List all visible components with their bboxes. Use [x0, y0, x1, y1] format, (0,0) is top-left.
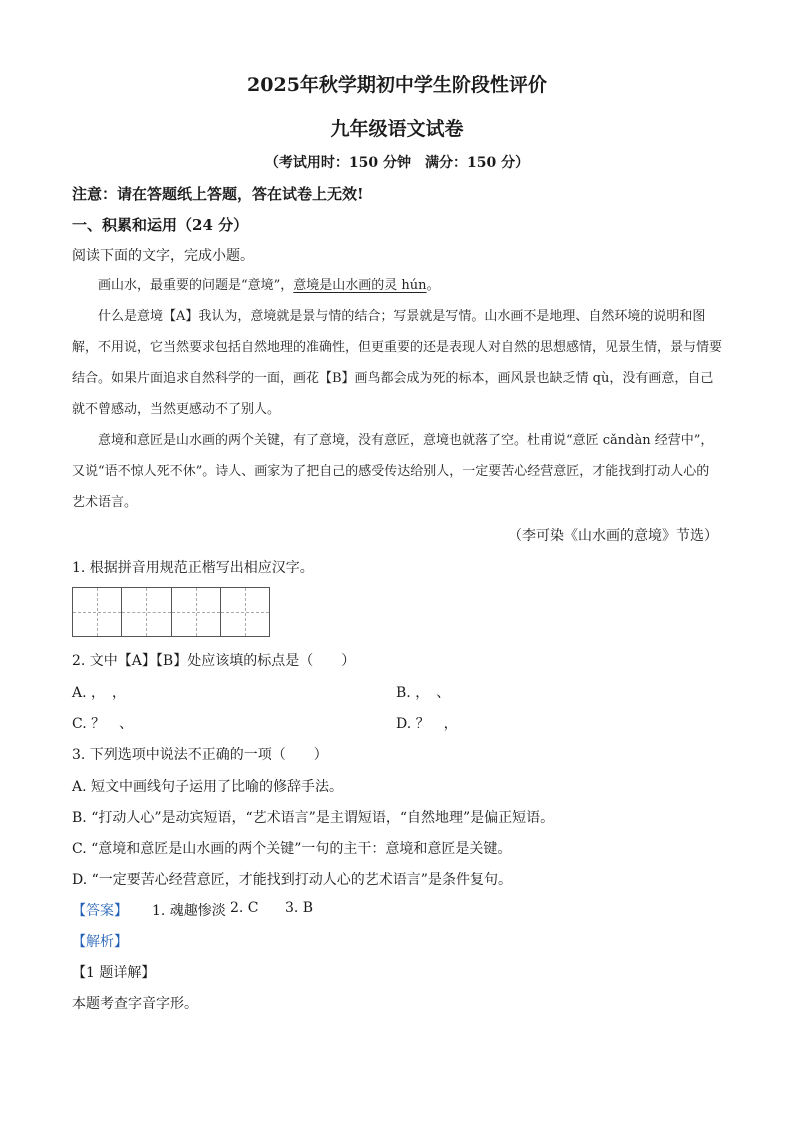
passage-source: （李可染《山水画的意境》节选） [508, 528, 718, 544]
passage-paragraph-1 [72, 270, 722, 301]
passage-text: 。 [426, 278, 440, 293]
q3-option-a: A. 短文中画线句子运用了比喻的修辞手法。 [72, 779, 344, 795]
question-1-stem: 1. 根据拼音用规范正楷写出相应汉字。 [72, 560, 314, 576]
instruction: 阅读下面的文字，完成小题。 [72, 248, 254, 264]
q3-option-b: B. “打动人心”是动宾短语，“艺术语言”是主谓短语，“自然地理”是偏正短语。 [72, 810, 555, 826]
q1-detail-text: 本题考查字音字形。 [72, 996, 198, 1012]
grid-cell [221, 588, 269, 636]
q2-option-a: A. ， ， [72, 685, 127, 701]
q3-option-c: C. “意境和意匠是山水画的两个关键”一句的主干：意境和意匠是关键。 [72, 841, 512, 857]
notice: 注意：请在答题纸上答题，答在试卷上无效! [72, 185, 364, 203]
underlined-sentence: 意境是山水画的灵 hún [293, 278, 427, 293]
q2-option-b: B. ， 、 [396, 685, 451, 701]
q2-option-c: C. ？ 、 [72, 716, 134, 732]
grid-cell [73, 588, 122, 636]
q3-option-d: D. “一定要苦心经营意匠，才能找到打动人心的艺术语言”是条件复句。 [72, 872, 512, 888]
q1-detail-label: 【1 题详解】 [72, 965, 156, 981]
question-2-stem: 2. 文中【A】【B】处应该填的标点是（ ） [72, 653, 356, 669]
exam-subtitle: 九年级语文试卷 [330, 118, 464, 140]
answer-2: 2. C [230, 900, 259, 916]
grid-cell [122, 588, 171, 636]
answer-1: 1. 魂趣惨淡 [152, 903, 226, 919]
section-heading: 一、积累和运用（24 分） [72, 216, 249, 234]
passage-text: 画山水，最重要的问题是“意境”， [98, 278, 294, 293]
q2-option-d: D. ？ ， [396, 716, 458, 732]
exam-info: （考试用时：150 分钟 满分：150 分） [264, 155, 530, 171]
analysis-label: 【解析】 [72, 934, 128, 950]
exam-title: 2025年秋学期初中学生阶段性评价 [247, 74, 547, 96]
answer-line [72, 900, 372, 920]
answer-label: 【答案】 [72, 903, 128, 919]
answer-grid [72, 587, 270, 637]
passage-paragraph-2: 什么是意境【A】我认为，意境就是景与情的结合；写景就是写情。山水画不是地理、自然环境的说明和图解，不用说，它当然要求包括自然地理的准确性，但更重要的还是表现人对自然的思想感情，见景生情，景与情要结合。如果片面追求自然科学的一面，画花【B】画鸟都会成为死的标本，画风景也缺乏情 qù，没有画意，自己就不曾感动，当然更感动不了别人。 [72, 309, 723, 417]
question-3-stem: 3. 下列选项中说法不正确的一项（ ） [72, 747, 328, 763]
grid-cell [172, 588, 221, 636]
passage-paragraph-3: 意境和意匠是山水画的两个关键，有了意境，没有意匠，意境也就落了空。杜甫说“意匠 cǎndàn 经营中”，又说“语不惊人死不休”。诗人、画家为了把自己的感受传达给别人，一定要苦心经营意匠，才能找到打动人心的艺术语言。 [72, 433, 714, 510]
answer-3: 3. B [285, 900, 314, 916]
